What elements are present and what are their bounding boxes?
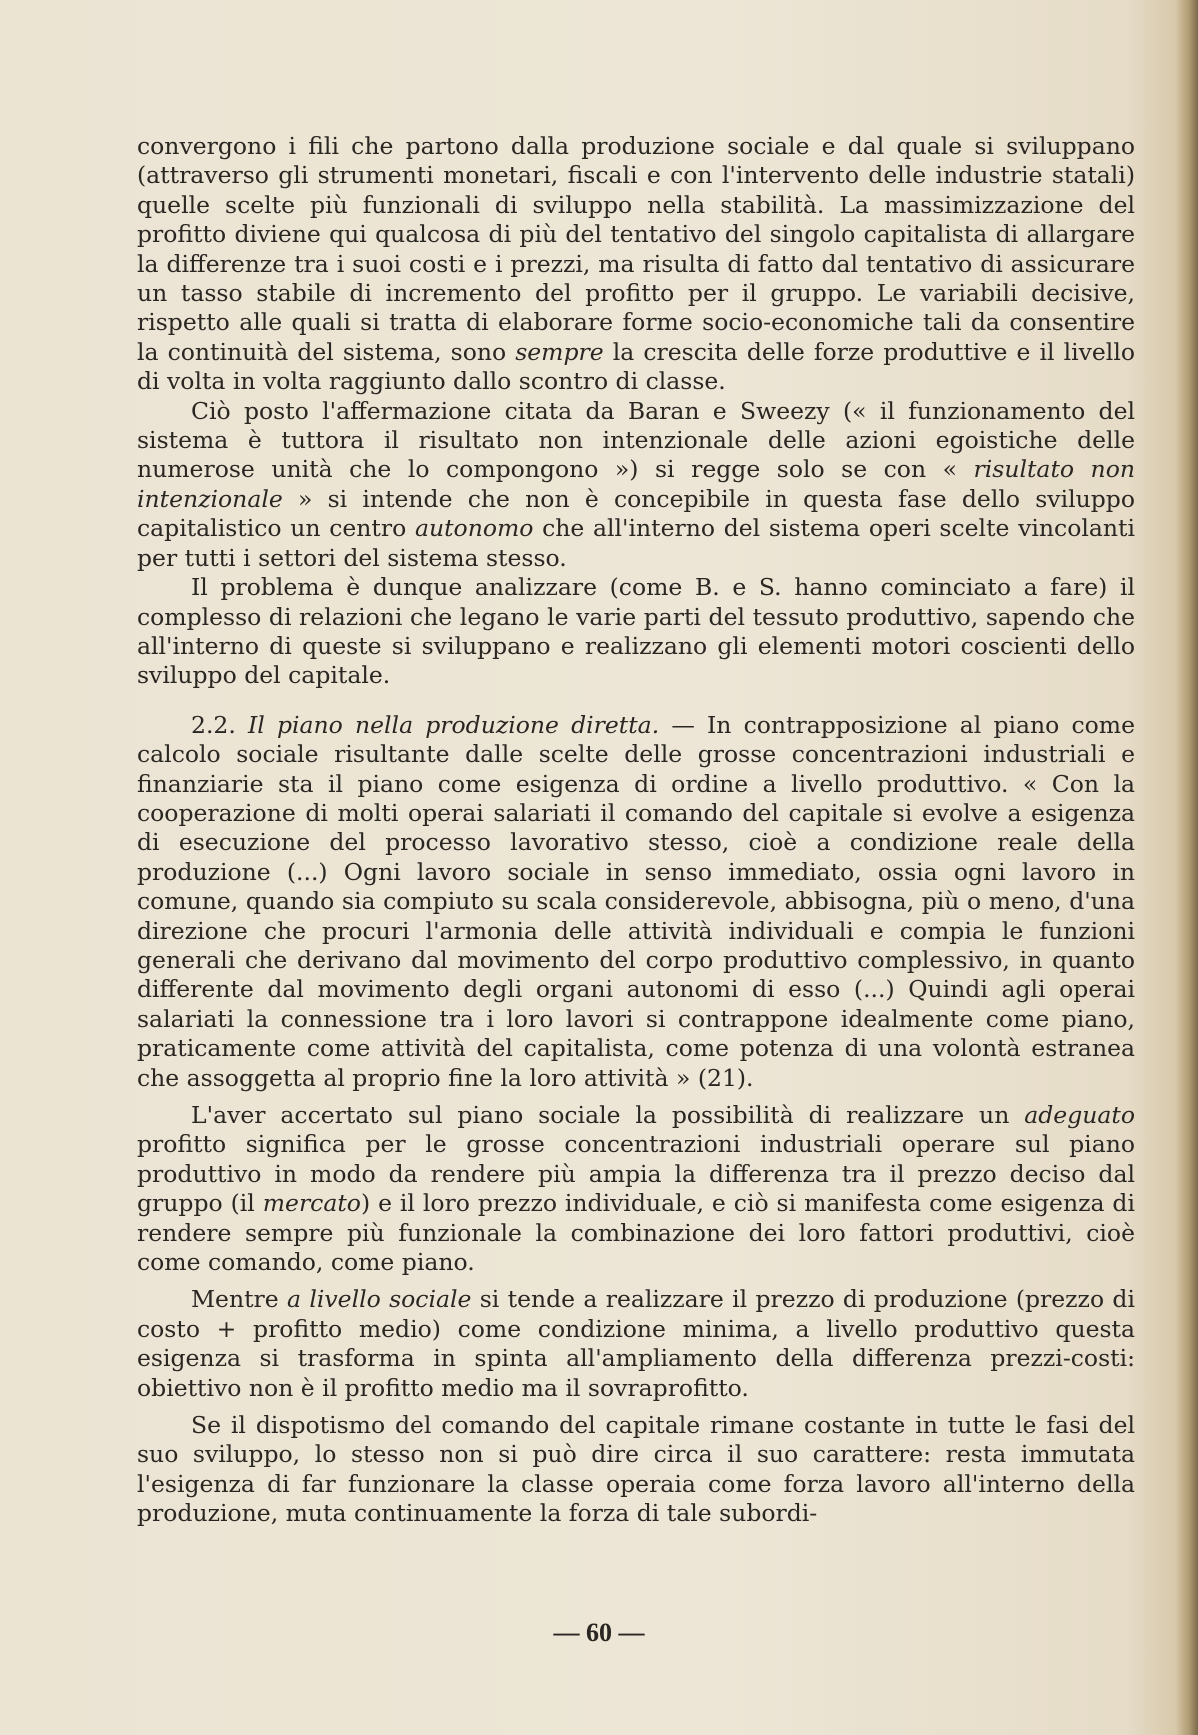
body-text xyxy=(137,132,1135,1529)
paragraph-3: Il problema è dunque analizzare (come B. e S. hanno cominciato a fare) il complesso di relazioni che legano le varie parti del tessuto produttivo, sapendo che all'interno di queste si sviluppano e realizzano gli elementi motori coscienti dello sviluppo del capitale. xyxy=(137,573,1135,690)
section-title: Il piano nella produzione diretta. xyxy=(248,710,660,739)
page-number: — 60 — xyxy=(553,1618,645,1647)
paragraph-1: convergono i fili che partono dalla produzione sociale e dal quale si sviluppano (attraverso gli strumenti monetari, fiscali e con l'intervento delle industrie statali) quelle scelte più funzionali di sviluppo nella stabilità. La massimizzazione del profitto diviene qui qualcosa di più del tentativo del singolo capitalista di allargare la differenze tra i suoi costi e i prezzi, ma risulta di fatto dal tentativo di assicurare un tasso stabile di incremento del profitto per il gruppo. Le variabili decisive, rispetto alle quali si tratta di elaborare forme socio-economiche tali da consentire la continuità del sistema, sono sempre la crescita delle forze produttive e il livello di volta in volta raggiunto dallo scontro di classe. xyxy=(137,132,1135,396)
page-edge-shadow xyxy=(1176,0,1198,1735)
paragraph-2: Ciò posto l'affermazione citata da Baran e Sweezy (« il funzionamento del sistema è tuttora il risultato non intenzionale delle azioni egoistiche delle numerose unità che lo compongono ») si regge solo se con « risultato non intenzionale » si intende che non è concepibile in questa fase dello sviluppo capitalistico un centro autonomo che all'interno del sistema operi scelte vincolanti per tutti i settori del sistema stesso. xyxy=(137,396,1135,572)
section-number: 2.2. xyxy=(191,710,236,739)
paragraph-7: Se il dispotismo del comando del capitale rimane costante in tutte le fasi del suo sviluppo, lo stesso non si può dire circa il suo carattere: resta immutata l'esigenza di far funzionare la classe operaia come forza lavoro all'interno della produzione, muta continuamente la forza di tale subordi- xyxy=(137,1411,1135,1528)
section-2-2: 2.2. Il piano nella produzione diretta. — In contrapposizione al piano come calcolo sociale risultante dalle scelte delle grosse concentrazioni industriali e finanziarie sta il piano come esigenza di ordine a livello produttivo. « Con la cooperazione di molti operai salariati il comando del capitale si evolve a esigenza di esecuzione del processo lavorativo stesso, cioè a condizione reale della produzione (...) Ogni lavoro sociale in senso immediato, ossia ogni lavoro in comune, quando sia compiuto su scala considerevole, abbisogna, più o meno, d'una direzione che procuri l'armonia delle attività individuali e compia le funzioni generali che derivano dal movimento del corpo produttivo complessivo, in quanto differente dal movimento degli organi autonomi di esso (...) Quindi agli operai salariati la connessione tra i loro lavori si contrappone idealmente come piano, praticamente come attività del capitalista, come potenza di una volontà estranea che assoggetta al proprio fine la loro attività » (21). xyxy=(137,710,1135,1092)
paragraph-6: Mentre a livello sociale si tende a realizzare il prezzo di produzione (prezzo di costo + profitto medio) come condizione minima, a livello produttivo questa esigenza si trasforma in spinta all'ampliamento della differenza prezzi-costi: obiettivo non è il profitto medio ma il sovraprofitto. xyxy=(137,1285,1135,1402)
paragraph-5: L'aver accertato sul piano sociale la possibilità di realizzare un adeguato profitto significa per le grosse concentrazioni industriali operare sul piano produttivo in modo da rendere più ampia la differenza tra il prezzo deciso dal gruppo (il mercato) e il loro prezzo individuale, e ciò si manifesta come esigenza di rendere sempre più funzionale la combinazione dei loro fattori produttivi, cioè come comando, come piano. xyxy=(137,1101,1135,1277)
